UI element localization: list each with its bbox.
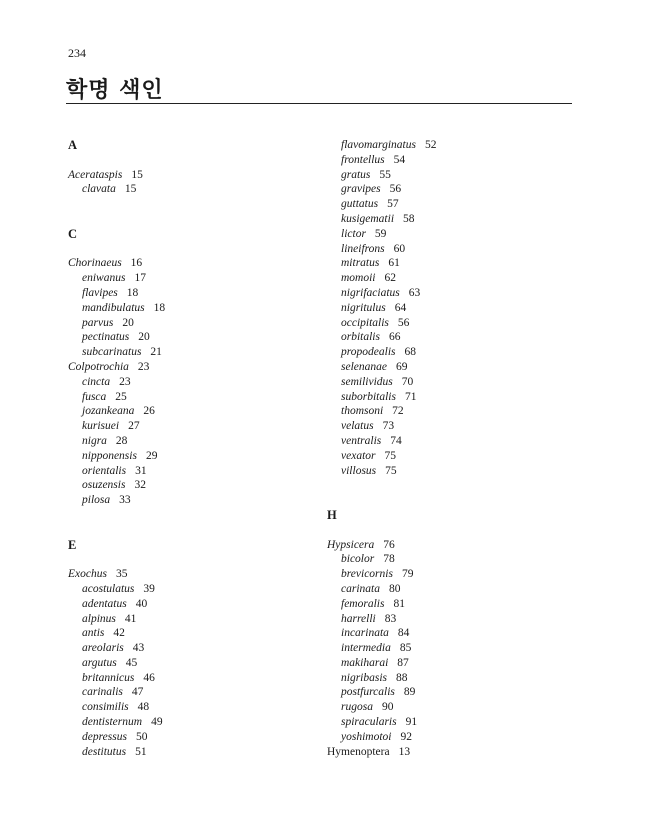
species-entry — [68, 656, 318, 671]
species-entry — [68, 478, 318, 493]
entry-name: cincta — [82, 375, 111, 388]
entry-page: 60 — [393, 242, 406, 255]
entry-page: 57 — [387, 198, 399, 211]
species-entry — [68, 745, 318, 760]
entry-name: yoshimotoi — [341, 730, 392, 743]
species-entry — [327, 715, 577, 730]
spacer — [327, 478, 577, 493]
section-letter: H — [327, 507, 337, 522]
species-entry — [68, 345, 318, 360]
entry-page: 26 — [143, 405, 155, 418]
entry-page: 73 — [382, 420, 395, 433]
entry-page: 18 — [126, 286, 139, 299]
spacer — [68, 242, 318, 257]
entry-page: 23 — [137, 360, 150, 373]
species-entry — [68, 685, 318, 700]
entry-page: 18 — [153, 301, 166, 314]
entry-page: 88 — [396, 671, 408, 684]
entry-name: nigra — [82, 434, 107, 447]
entry-page: 55 — [379, 168, 391, 181]
entry-page: 90 — [381, 701, 394, 714]
entry-page: 47 — [131, 686, 144, 699]
entry-page: 78 — [383, 553, 395, 566]
entry-name: nigrifaciatus — [341, 286, 400, 299]
species-entry — [68, 375, 318, 390]
entry-name: britannicus — [82, 671, 135, 684]
spacer — [327, 493, 577, 508]
species-entry — [68, 597, 318, 612]
entry-page: 48 — [137, 701, 150, 714]
entry-page: 50 — [135, 730, 148, 743]
entry-page: 83 — [384, 612, 397, 625]
species-entry — [327, 404, 577, 419]
entry-name: nipponensis — [82, 449, 137, 462]
species-entry — [68, 671, 318, 686]
entry-name: suborbitalis — [341, 390, 396, 403]
entry-name: carinata — [341, 582, 380, 595]
species-entry — [327, 197, 577, 212]
species-entry — [68, 316, 318, 331]
entry-name: pilosa — [82, 494, 111, 507]
entry-name: semilividus — [341, 375, 393, 388]
species-entry — [327, 212, 577, 227]
entry-page: 59 — [374, 227, 387, 240]
species-entry — [327, 449, 577, 464]
entry-page: 51 — [135, 745, 147, 758]
entry-name: alpinus — [82, 612, 116, 625]
entry-name: lictor — [341, 227, 366, 240]
entry-name: ventralis — [341, 434, 382, 447]
entry-page: 81 — [393, 597, 405, 610]
entry-name: mandibulatus — [82, 301, 145, 314]
species-entry — [68, 449, 318, 464]
entry-name: villosus — [341, 464, 377, 477]
entry-name: destitutus — [82, 745, 127, 758]
species-entry — [327, 153, 577, 168]
species-entry — [327, 612, 577, 627]
entry-page: 69 — [395, 360, 408, 373]
entry-page: 17 — [134, 272, 146, 285]
entry-name: occipitalis — [341, 316, 389, 329]
entry-page: 27 — [128, 420, 140, 433]
entry-name: frontellus — [341, 153, 385, 166]
entry-page: 41 — [124, 612, 137, 625]
entry-page: 42 — [113, 627, 125, 640]
species-entry — [327, 567, 577, 582]
species-entry — [327, 582, 577, 597]
spacer — [68, 552, 318, 567]
entry-page: 79 — [401, 568, 414, 581]
species-entry — [327, 242, 577, 257]
species-entry — [327, 316, 577, 331]
entry-name: selenanae — [341, 360, 387, 373]
species-entry — [327, 626, 577, 641]
entry-page: 31 — [135, 464, 147, 477]
entry-page: 46 — [143, 671, 155, 684]
entry-page: 75 — [384, 449, 396, 462]
spacer — [68, 197, 318, 212]
entry-name: depressus — [82, 730, 127, 743]
species-entry — [68, 286, 318, 301]
species-entry — [68, 730, 318, 745]
entry-name: acostulatus — [82, 582, 135, 595]
entry-name: flavipes — [82, 286, 118, 299]
species-entry — [327, 671, 577, 686]
species-entry — [327, 375, 577, 390]
entry-page: 16 — [130, 257, 143, 270]
species-entry — [68, 434, 318, 449]
entry-name: osuzensis — [82, 479, 126, 492]
entry-page: 52 — [424, 139, 437, 151]
genus-entry — [68, 360, 318, 375]
entry-name: carinalis — [82, 686, 123, 699]
entry-page: 33 — [119, 494, 131, 507]
entry-name: velatus — [341, 420, 374, 433]
entry-page: 20 — [138, 331, 150, 344]
entry-page: 63 — [408, 286, 421, 299]
entry-name: Chorinaeus — [68, 257, 122, 270]
entry-name: eniwanus — [82, 272, 126, 285]
entry-page: 23 — [119, 375, 131, 388]
entry-name: gratus — [341, 168, 371, 181]
entry-name: flavomarginatus — [341, 139, 416, 151]
entry-name: vexator — [341, 449, 376, 462]
entry-page: 75 — [385, 464, 397, 477]
section-letter: E — [68, 537, 77, 552]
species-entry — [327, 271, 577, 286]
entry-name: thomsoni — [341, 405, 384, 418]
entry-name: momoii — [341, 272, 376, 285]
entry-page: 74 — [390, 434, 402, 447]
entry-name: Acerataspis — [68, 168, 123, 181]
section-letter: C — [68, 226, 78, 241]
spacer — [327, 523, 577, 538]
index-column-right — [327, 138, 577, 759]
entry-page: 15 — [124, 183, 137, 196]
entry-name: parvus — [82, 316, 114, 329]
entry-name: bicolor — [341, 553, 375, 566]
entry-name: argutus — [82, 656, 117, 669]
species-entry — [327, 685, 577, 700]
species-entry — [68, 419, 318, 434]
entry-page: 39 — [143, 582, 155, 595]
entry-page: 76 — [383, 538, 395, 551]
species-entry — [327, 227, 577, 242]
entry-name: rugosa — [341, 701, 373, 714]
entry-name: harrelli — [341, 612, 376, 625]
section-letter: A — [68, 138, 78, 152]
entry-page: 71 — [404, 390, 417, 403]
entry-name: antis — [82, 627, 105, 640]
page-title: 학명 색인 — [66, 78, 164, 103]
entry-page: 56 — [397, 316, 410, 329]
order-entry — [327, 745, 577, 760]
entry-page: 29 — [145, 449, 158, 462]
entry-name: areolaris — [82, 642, 124, 655]
entry-page: 58 — [403, 212, 415, 225]
entry-page: 21 — [150, 346, 162, 359]
entry-name: adentatus — [82, 597, 127, 610]
species-entry — [68, 301, 318, 316]
entry-name: incarinata — [341, 627, 389, 640]
genus-entry — [68, 567, 318, 582]
species-entry — [68, 582, 318, 597]
species-entry — [327, 552, 577, 567]
entry-page: 43 — [132, 642, 145, 655]
page-number: 234 — [68, 46, 86, 60]
entry-page: 15 — [131, 168, 143, 181]
entry-page: 20 — [122, 316, 134, 329]
entry-page: 92 — [400, 730, 412, 743]
species-entry — [327, 182, 577, 197]
species-entry — [327, 138, 577, 153]
species-entry — [327, 700, 577, 715]
genus-entry — [327, 538, 577, 553]
entry-name: nigribasis — [341, 671, 388, 684]
entry-name: dentisternum — [82, 716, 143, 729]
entry-name: Exochus — [68, 568, 107, 581]
entry-name: postfurcalis — [341, 686, 395, 699]
entry-name: orbitalis — [341, 331, 380, 344]
entry-page: 62 — [384, 272, 396, 285]
entry-name: fusca — [82, 390, 107, 403]
entry-name: brevicornis — [341, 568, 393, 581]
species-entry — [327, 168, 577, 183]
entry-page: 28 — [115, 434, 128, 447]
entry-page: 72 — [392, 405, 404, 418]
title-rule — [66, 103, 572, 104]
entry-page: 66 — [388, 331, 401, 344]
spacer — [68, 153, 318, 168]
entry-name: kurisuei — [82, 420, 120, 433]
species-entry — [327, 256, 577, 271]
species-entry — [327, 301, 577, 316]
spacer — [68, 508, 318, 523]
entry-page: 85 — [399, 642, 412, 655]
entry-name: nigritulus — [341, 301, 386, 314]
entry-name: jozankeana — [82, 405, 135, 418]
species-entry — [327, 434, 577, 449]
entry-page: 25 — [115, 390, 127, 403]
entry-page: 68 — [404, 346, 417, 359]
species-entry — [327, 597, 577, 612]
entry-name: makiharai — [341, 656, 389, 669]
species-entry — [68, 626, 318, 641]
species-entry — [68, 182, 318, 197]
species-entry — [68, 271, 318, 286]
species-entry — [327, 730, 577, 745]
species-entry — [68, 715, 318, 730]
index-column-left — [68, 138, 318, 759]
entry-page: 35 — [115, 568, 128, 581]
entry-page: 32 — [134, 479, 146, 492]
entry-name: Colpotrochia — [68, 360, 129, 373]
entry-page: 91 — [405, 716, 418, 729]
entry-page: 61 — [388, 257, 400, 270]
species-entry — [327, 656, 577, 671]
species-entry — [68, 641, 318, 656]
entry-name: clavata — [82, 183, 116, 196]
genus-entry — [68, 168, 318, 183]
entry-page: 54 — [393, 153, 406, 166]
spacer — [68, 212, 318, 227]
entry-name: subcarinatus — [82, 346, 142, 359]
entry-name: gravipes — [341, 183, 381, 196]
spacer — [68, 523, 318, 538]
entry-page: 64 — [394, 301, 407, 314]
entry-name: guttatus — [341, 198, 379, 211]
entry-name: Hypsicera — [327, 538, 375, 551]
species-entry — [68, 464, 318, 479]
species-entry — [327, 330, 577, 345]
genus-entry — [68, 256, 318, 271]
entry-page: 45 — [125, 656, 138, 669]
entry-name: intermedia — [341, 642, 391, 655]
entry-name: Hymenoptera — [327, 745, 390, 758]
entry-page: 87 — [397, 656, 409, 669]
species-entry — [68, 700, 318, 715]
entry-name: orientalis — [82, 464, 127, 477]
species-entry — [327, 390, 577, 405]
entry-page: 89 — [403, 686, 416, 699]
entry-name: propodealis — [341, 346, 396, 359]
species-entry — [68, 390, 318, 405]
entry-page: 84 — [397, 627, 410, 640]
entry-page: 80 — [388, 582, 401, 595]
species-entry — [327, 641, 577, 656]
entry-page: 13 — [398, 745, 411, 758]
entry-name: lineifrons — [341, 242, 385, 255]
entry-page: 56 — [389, 183, 402, 196]
entry-name: pectinatus — [82, 331, 130, 344]
species-entry — [327, 286, 577, 301]
entry-page: 49 — [151, 716, 163, 729]
entry-name: femoralis — [341, 597, 385, 610]
species-entry — [327, 464, 577, 479]
entry-name: kusigematii — [341, 212, 395, 225]
entry-page: 40 — [135, 597, 148, 610]
entry-name: spiracularis — [341, 716, 397, 729]
species-entry — [68, 493, 318, 508]
species-entry — [327, 345, 577, 360]
entry-name: mitratus — [341, 257, 380, 270]
species-entry — [327, 419, 577, 434]
species-entry — [68, 612, 318, 627]
species-entry — [68, 330, 318, 345]
entry-name: consimilis — [82, 701, 129, 714]
species-entry — [327, 360, 577, 375]
species-entry — [68, 404, 318, 419]
entry-page: 70 — [401, 375, 414, 388]
